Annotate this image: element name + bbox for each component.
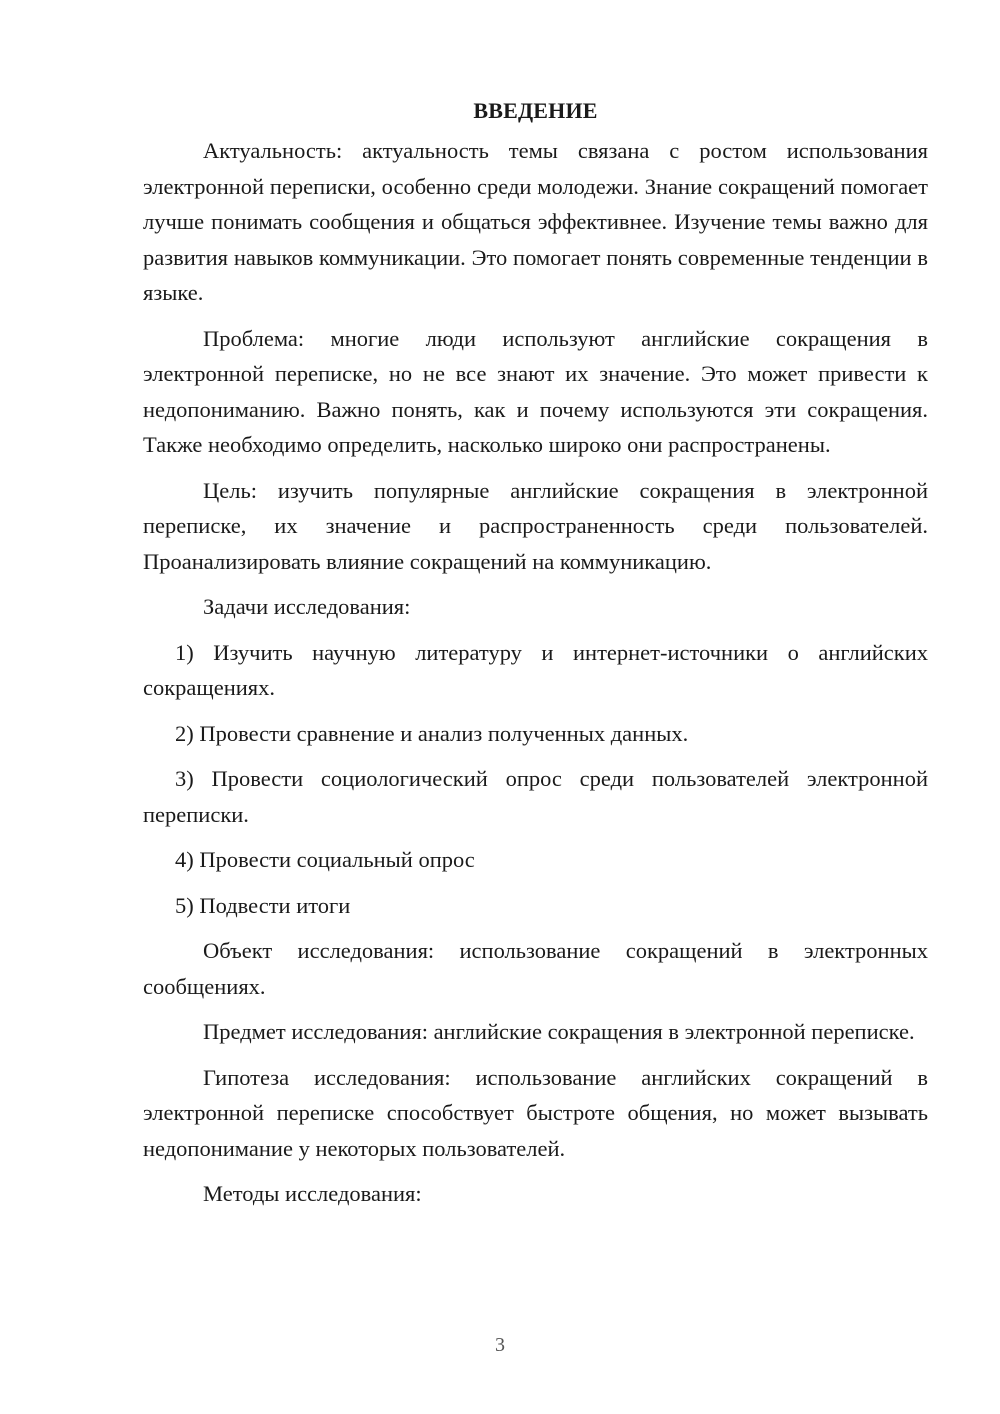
relevance-paragraph: Актуальность: актуальность темы связана с ростом использования электронной переписки, особенно среди молодежи. Знание сокращений помогает лучше понимать сообщения и общаться эффективнее. Изучение темы важно для развития навыков коммуникации. Это помогает понять современные тенденции в языке. [143, 138, 928, 305]
task-item-1: 1) Изучить научную литературу и интернет-источники о английских сокращениях. [143, 639, 928, 700]
task-item-3: 3) Провести социологический опрос среди пользователей электронной переписки. [143, 766, 928, 827]
tasks-title: Задачи исследования: [203, 594, 411, 619]
hypothesis-paragraph: Гипотеза исследования: использование английских сокращений в электронной переписке способствует быстроте общения, но может вызывать недопонимание у некоторых пользователей. [143, 1064, 928, 1161]
task-item-2: 2) Провести сравнение и анализ полученных данных. [175, 720, 689, 746]
section-heading: ВВЕДЕНИЕ [473, 98, 598, 123]
task-item-4: 4) Провести социальный опрос [175, 847, 475, 872]
object-paragraph: Объект исследования: использование сокращений в электронных сообщениях. [143, 938, 928, 999]
subject-paragraph: Предмет исследования: английские сокращения в электронной переписке. [203, 1019, 915, 1044]
document-page [143, 95, 928, 1222]
methods-title: Методы исследования: [203, 1181, 422, 1206]
page-number: 3 [495, 1334, 505, 1356]
task-item-5: 5) Подвести итоги [175, 892, 351, 918]
problem-paragraph: Проблема: многие люди используют английские сокращения в электронной переписке, но не все знают их значение. Это может привести к недопониманию. Важно понять, как и почему используются эти сокращения. Также необходимо определить, насколько широко они распространены. [143, 325, 928, 457]
goal-paragraph: Цель: изучить популярные английские сокращения в электронной переписке, их значение и распространенность среди пользователей. Проанализировать влияние сокращений на коммуникацию. [143, 477, 928, 574]
